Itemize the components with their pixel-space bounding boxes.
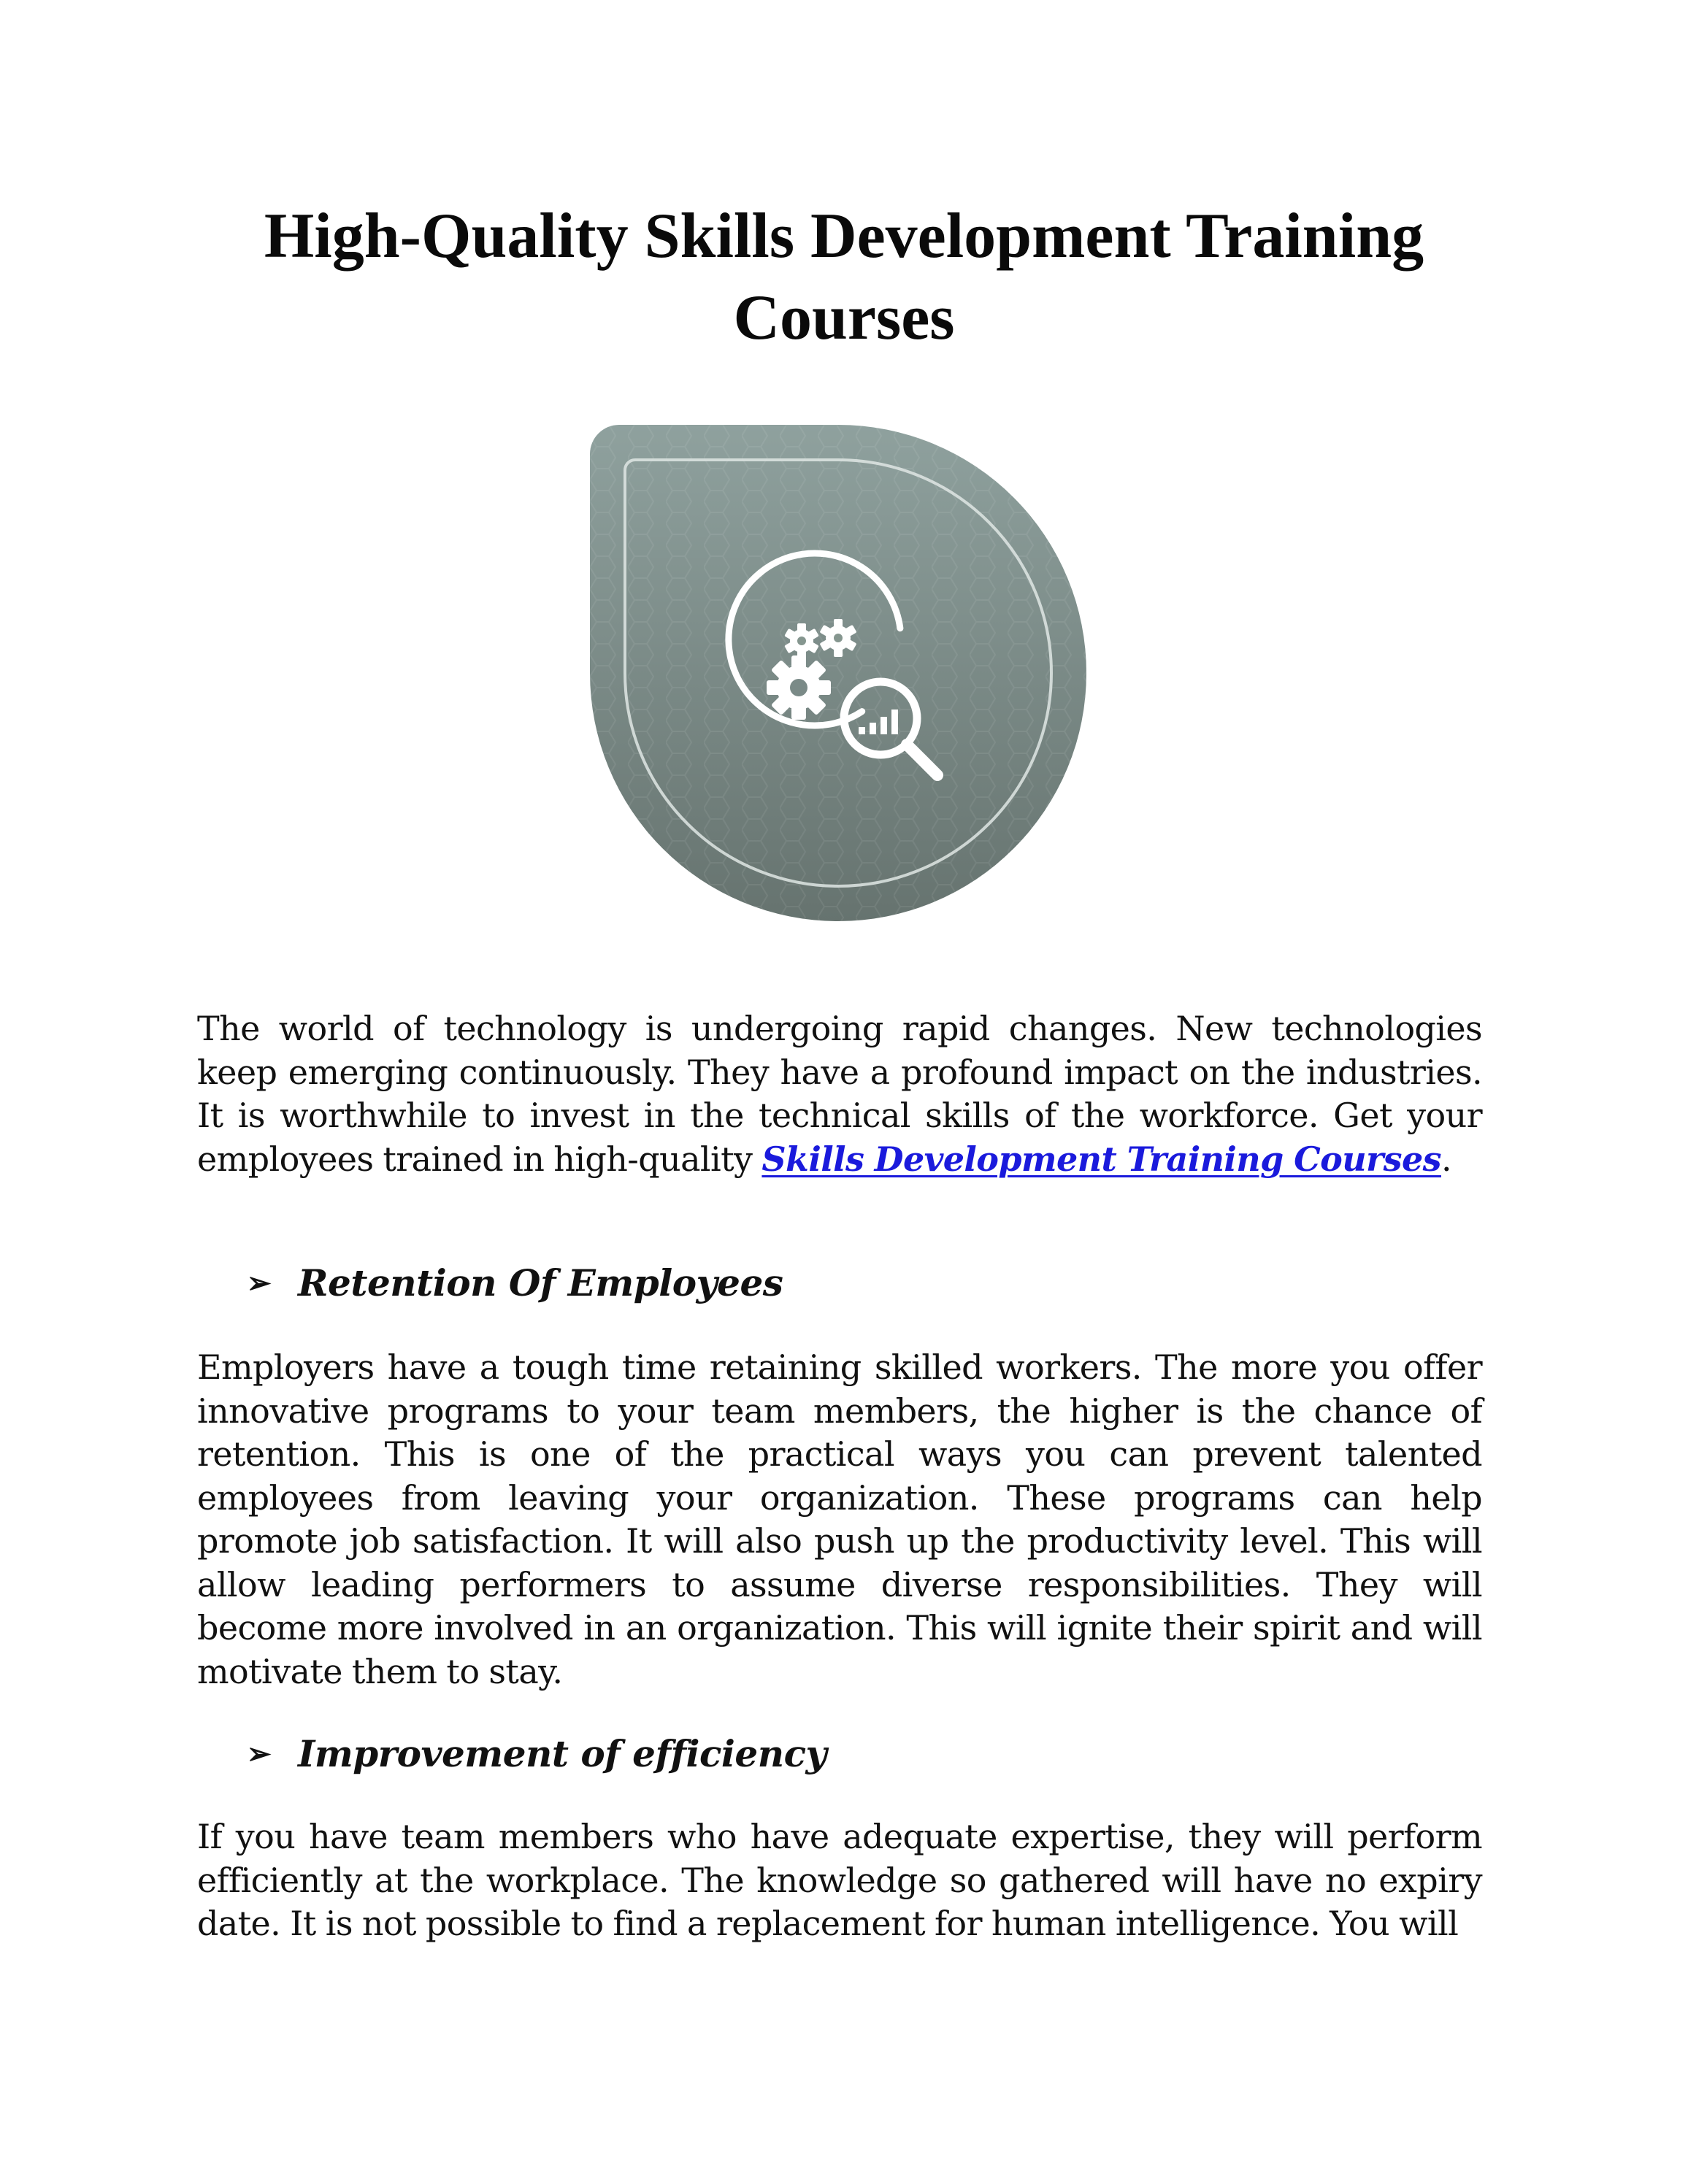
large-gear-icon: [767, 655, 831, 720]
intro-end: .: [1440, 1139, 1451, 1179]
section-heading-retention: [247, 1260, 783, 1307]
hero-badge-image: [590, 425, 1086, 921]
heading-text: Retention Of Employees: [298, 1261, 783, 1304]
section-heading-efficiency: [247, 1731, 826, 1777]
heading-text: Improvement of efficiency: [298, 1732, 827, 1775]
retention-paragraph: Employers have a tough time retaining skilled workers. The more you offer innovative programs to your team members, the higher is the chance of retention. This is one of the practical ways you can prevent talented employees from leaving your organization. These programs can help promote job satisfaction. It will also push up the productivity level. This will allow leading performers to assume diverse responsibilities. They will become more involved in an organization. This will ignite their spirit and will motivate them to stay.: [197, 1347, 1482, 1691]
skills-development-courses-link[interactable]: Skills Development Training Courses: [761, 1139, 1441, 1179]
efficiency-paragraph: If you have team members who have adequate expertise, they will perform efficiently at the workplace. The knowledge so gathered will have no expiry date. It is not possible to find a replacement for human intelligence. You will: [197, 1817, 1482, 1943]
page-title: High-Quality Skills Development Training Courses: [264, 201, 1424, 353]
arrow-bullet-icon: ➢: [247, 1737, 272, 1771]
intro-text: The world of technology is undergoing rapid changes. New technologies keep emerging continuously. They have a profound impact on the industries. It is worthwhile to invest in the technical skills of the workforce. Get your employees trained in high-quality: [197, 1009, 1482, 1179]
intro-paragraph: [197, 1007, 1482, 1181]
arrow-bullet-icon: ➢: [247, 1266, 272, 1300]
